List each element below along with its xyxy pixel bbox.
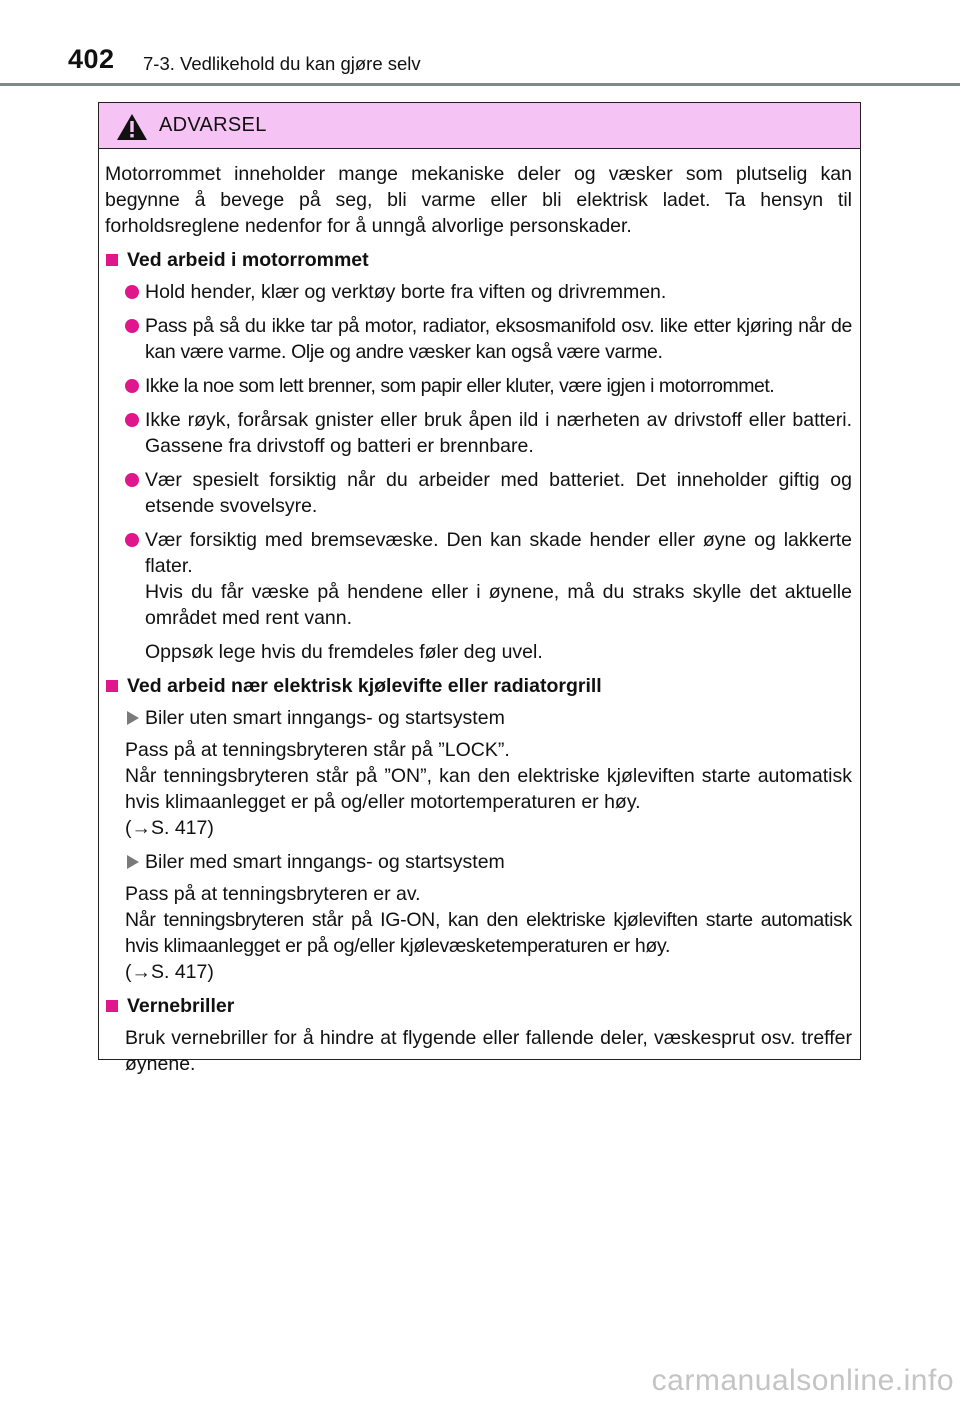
- page-header: [0, 0, 960, 90]
- warning-header: [99, 103, 860, 149]
- sub-heading: [105, 849, 852, 875]
- section-heading: [105, 247, 852, 273]
- sub-heading-text: Biler uten smart inngangs- og startsystem: [145, 707, 505, 729]
- warning-box: [98, 102, 861, 1075]
- circle-bullet-icon: [125, 319, 139, 333]
- circle-bullet-icon: [125, 379, 139, 393]
- watermark: carmanualsonline.info: [651, 1364, 954, 1397]
- section-heading-text: Vernebriller: [127, 995, 235, 1017]
- paragraph-line: Når tenningsbryteren står på ”ON”, kan den elektriske kjøleviften starte automatisk hvis klimaanlegget er på og/eller motortemperaturen er høy.: [125, 765, 852, 813]
- warning-body: [99, 149, 860, 1077]
- paragraph-line: Pass på at tenningsbryteren står på ”LOCK”.: [125, 739, 510, 761]
- list-item: [105, 313, 852, 365]
- square-bullet-icon: [106, 1000, 118, 1012]
- header-divider: [0, 83, 960, 86]
- section-heading-text: Ved arbeid i motorrommet: [127, 249, 369, 271]
- list-item-text: Vær forsiktig med bremsevæske. Den kan skade hender eller øyne og lakkerte flater.: [145, 529, 852, 577]
- triangle-right-icon: [127, 855, 139, 869]
- list-item: [105, 467, 852, 519]
- warning-label: ADVARSEL: [159, 114, 267, 136]
- list-item-continuation: Hvis du får væske på hendene eller i øynene, må du straks skylle det aktuelle området med rent vann.: [145, 581, 852, 629]
- list-item: [105, 373, 852, 399]
- paragraph-line: Når tenningsbryteren står på IG-ON, kan den elektriske kjøleviften starte automatisk hvis klimaanlegget er på og/eller kjølevæsketemperaturen er høy.: [125, 909, 852, 957]
- circle-bullet-icon: [125, 533, 139, 547]
- list-item-text: Vær spesielt forsiktig når du arbeider med batteriet. Det inneholder giftig og etsende svovelsyre.: [145, 469, 852, 517]
- square-bullet-icon: [106, 254, 118, 266]
- triangle-right-icon: [127, 711, 139, 725]
- list-item: [105, 527, 852, 579]
- square-bullet-icon: [106, 680, 118, 692]
- list-item-text: Pass på så du ikke tar på motor, radiator, eksosmanifold osv. like etter kjøring når de kan være varme. Olje og andre væsker kan også være varme.: [145, 315, 852, 363]
- list-item: [105, 407, 852, 459]
- paragraph: [105, 881, 852, 985]
- circle-bullet-icon: [125, 285, 139, 299]
- sub-heading: [105, 705, 852, 731]
- section-title: 7-3. Vedlikehold du kan gjøre selv: [143, 53, 421, 74]
- list-item-text: Ikke røyk, forårsak gnister eller bruk åpen ild i nærheten av drivstoff eller batteri. Gassene fra drivstoff og batteri er brennbare.: [145, 409, 852, 457]
- list-item-text: Hold hender, klær og verktøy borte fra viften og drivremmen.: [145, 281, 667, 303]
- circle-bullet-icon: [125, 473, 139, 487]
- page-number: 402: [68, 44, 115, 74]
- sub-heading-text: Biler med smart inngangs- og startsystem: [145, 851, 505, 873]
- section-heading-text: Ved arbeid nær elektrisk kjølevifte eller radiatorgrill: [127, 675, 602, 697]
- warning-intro: Motorrommet inneholder mange mekaniske deler og væsker som plutselig kan begynne å bevege på seg, bli varme eller bli elektrisk ladet. Ta hensyn til forholdsreglene nedenfor for å unngå alvorlige personskader.: [105, 163, 852, 237]
- paragraph: [105, 737, 852, 841]
- page-reference: (→S. 417): [125, 817, 214, 839]
- paragraph-line: Pass på at tenningsbryteren er av.: [125, 883, 421, 905]
- warning-triangle-icon: [116, 113, 148, 141]
- circle-bullet-icon: [125, 413, 139, 427]
- section-heading: [105, 993, 852, 1019]
- section-heading: [105, 673, 852, 699]
- list-item-continuation: Oppsøk lege hvis du fremdeles føler deg uvel.: [145, 641, 543, 663]
- list-item: [105, 279, 852, 305]
- page-reference: (→S. 417): [125, 961, 214, 983]
- list-item-text: Ikke la noe som lett brenner, som papir eller kluter, være igjen i motorrommet.: [145, 375, 775, 397]
- paragraph: Bruk vernebriller for å hindre at flygende eller fallende deler, væskesprut osv. treffer øynene.: [125, 1027, 852, 1075]
